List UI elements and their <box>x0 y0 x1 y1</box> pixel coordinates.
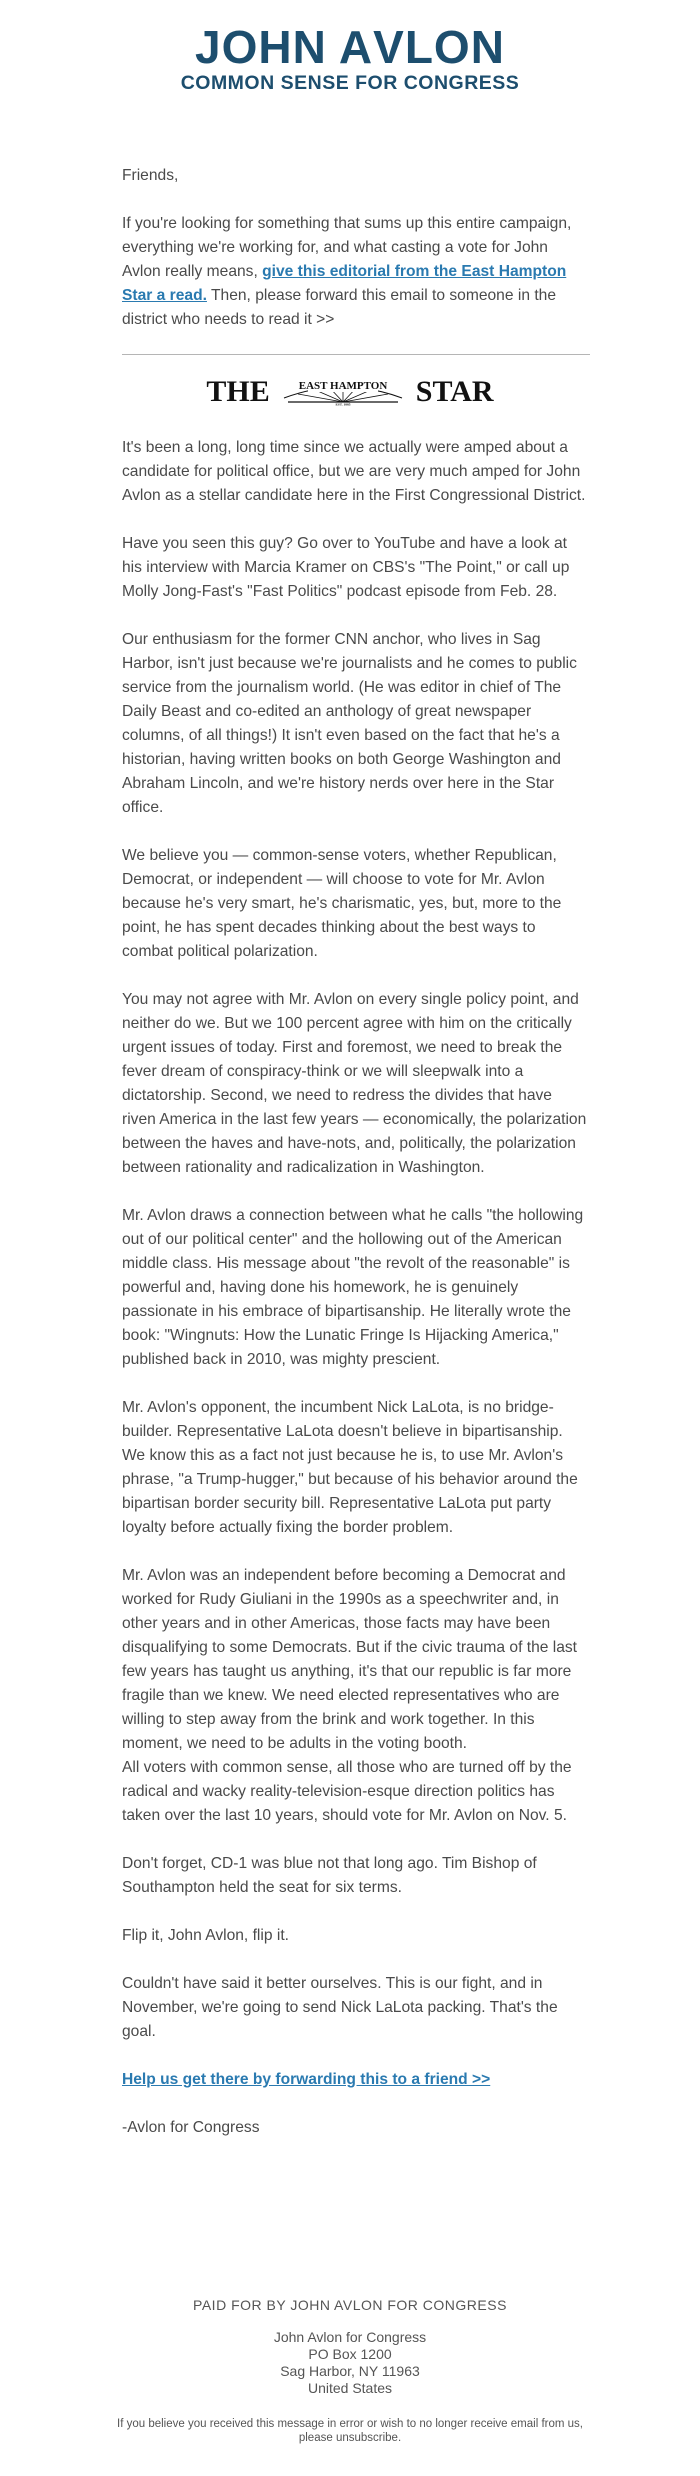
logo-name: JOHN A VLON <box>195 21 505 73</box>
campaign-logo <box>0 21 700 94</box>
signoff: -Avlon for Congress <box>122 2119 260 2136</box>
unsubscribe-notice: If you believe you received this message in error or wish to no longer receive email from us, please unsubscribe. <box>117 2418 583 2444</box>
editorial-paragraph: Our enthusiasm for the former CNN anchor, who lives in Sag Harbor, isn't just because we're journalists and he comes to public service from the journalism world. (He was editor in chief of The Daily Beast and co-edited an anthology of great newspaper columns, of all things!) It isn't even based on the fact that he's a historian, having written books on both George Washington and Abraham Lincoln, and we're history nerds over here in the Star office. <box>122 631 577 816</box>
newspaper-masthead <box>0 372 700 412</box>
closing-paragraph: Couldn't have said it better ourselves. This is our fight, and in November, we're going to send Nick LaLota packing. That's the goal. <box>122 1975 558 2040</box>
intro-paragraph: If you're looking for something that sums up this entire campaign, everything we're working for, and what casting a vote for John Avlon really means, give this editorial from the East Hampton Star a read. Then, please forward this email to someone in the district who needs to read it >> <box>122 215 572 328</box>
paid-for-by: PAID FOR BY JOHN AVLON FOR CONGRESS <box>193 2297 507 2313</box>
emblem-sub-text: EST. 1885 <box>335 402 351 406</box>
editorial-paragraph: It's been a long, long time since we actually were amped about a candidate for political office, but we are very much amped for John Avlon as a stellar candidate here in the First Congressional District. <box>122 439 586 504</box>
cta-paragraph <box>122 2068 590 2092</box>
editorial-link[interactable]: give this editorial from the East Hampton Star a read. <box>122 263 567 304</box>
divider <box>122 354 590 355</box>
editorial-paragraph: We believe you — common-sense voters, whether Republican, Democrat, or independent — will choose to vote for Mr. Avlon because he's very smart, he's charismatic, yes, but, more to the point, he has spent decades thinking about the best ways to combat political polarization. <box>122 847 562 960</box>
footer <box>0 2297 700 2445</box>
editorial-paragraph: Have you seen this guy? Go over to YouTube and have a look at his interview with Marcia Kramer on CBS's "The Point," or call up Molly Jong-Fast's "Fast Politics" podcast episode from Feb. 28. <box>122 535 570 600</box>
editorial-paragraph: Mr. Avlon was an independent before becoming a Democrat and worked for Rudy Giuliani in the 1990s as a speechwriter and, in other years and in other Americas, those facts may have been disqualifying to some Democrats. But if the civic trauma of the last few years has taught us anything, it's that our republic is far more fragile than we knew. We need elected representatives who are willing to step away from the brink and work together. In this moment, we need to be adults in the voting booth. All voters with common sense, all those who are turned off by the radical and wacky reality-television-esque direction politics has taken over the last 10 years, should vote for Mr. Avlon on Nov. 5. <box>122 1567 578 1824</box>
logo-tagline: COMMON SENSE FOR CONGRESS <box>180 72 520 94</box>
unsubscribe-link[interactable]: unsubscribe <box>335 2432 398 2444</box>
star-emblem-icon <box>278 374 408 406</box>
closing-paragraph: Flip it, John Avlon, flip it. <box>122 1927 289 1944</box>
editorial-paragraph: Mr. Avlon draws a connection between what he calls "the hollowing out of our political center" and the hollowing out of the American middle class. His message about "the revolt of the reasonable" is powerful and, having done his homework, he is genuinely passionate in his embrace of bipartisanship. He literally wrote the book: "Wingnuts: How the Lunatic Fringe Is Hijacking America," published back in 2010, was mighty prescient. <box>122 1207 584 1368</box>
editorial-section <box>122 436 590 2164</box>
greeting: Friends, <box>122 167 179 184</box>
masthead-emblem <box>278 374 408 411</box>
emblem-top-text: EAST HAMPTON <box>298 379 388 392</box>
forward-link[interactable]: Help us get there by forwarding this to a friend >> <box>122 2071 491 2088</box>
masthead-the: THE <box>206 375 270 408</box>
intro-section <box>122 164 590 356</box>
editorial-paragraph: Mr. Avlon's opponent, the incumbent Nick LaLota, is no bridge-builder. Representative LaLota doesn't believe in bipartisanship. We know this as a fact not just because he is, to use Mr. Avlon's phrase, "a Trump-hugger," but because of his behavior around the bipartisan border security bill. Representative LaLota put party loyalty before actually fixing the border problem. <box>122 1399 578 1536</box>
editorial-paragraph: You may not agree with Mr. Avlon on every single policy point, and neither do we. But we 100 percent agree with him on the critically urgent issues of today. First and foremost, we need to break the fever dream of conspiracy-think or we will sleepwalk into a dictatorship. Second, we need to redress the divides that have riven America in the last few years — economically, the polarization between the haves and have-nots, and, politically, the polarization between rationality and radicalization in Washington. <box>122 991 587 1176</box>
mailing-address: John Avlon for Congress PO Box 1200 Sag Harbor, NY 11963 United States <box>273 2329 427 2396</box>
masthead-star: STAR <box>415 375 494 408</box>
closing-paragraph: Don't forget, CD-1 was blue not that long ago. Tim Bishop of Southampton held the seat for six terms. <box>122 1855 537 1896</box>
